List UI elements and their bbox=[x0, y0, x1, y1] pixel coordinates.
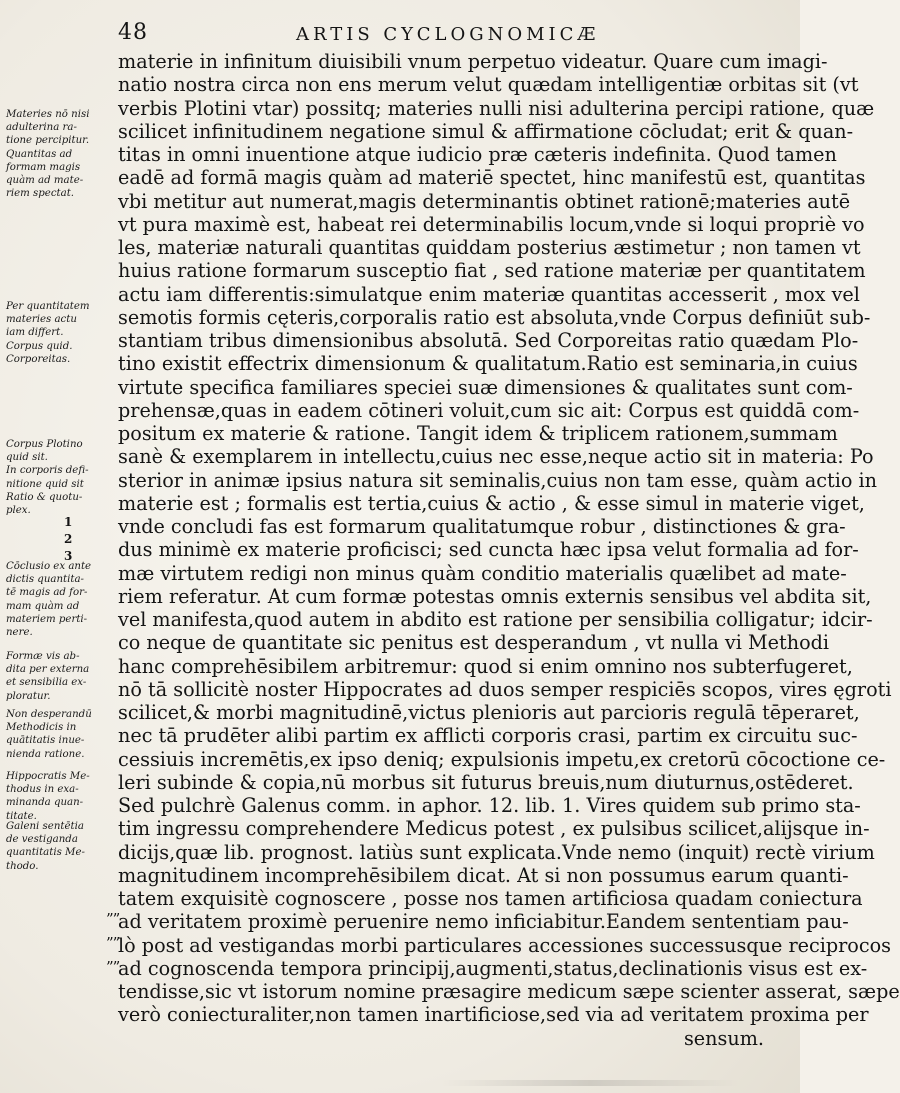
running-head: ARTIS CYCLOGNOMICÆ bbox=[296, 24, 600, 45]
text-line: lò post ad vestigandas morbi particulares accessiones successusque reciprocos bbox=[118, 933, 891, 957]
margin-quote-mark: ”” bbox=[106, 934, 120, 952]
margin-note-line: mam quàm ad bbox=[6, 600, 80, 612]
text-line: materie in infinitum diuisibili vnum perpetuo videatur. Quare cum imagi- bbox=[118, 50, 828, 73]
text-line: nō tā sollicitè noster Hippocrates ad duos semper respiciēs scopos, vires ęgroti bbox=[118, 677, 892, 701]
margin-numeral: 2 bbox=[64, 532, 73, 546]
margin-note-line: tē magis ad for- bbox=[6, 587, 88, 599]
margin-note-line: dita per externa bbox=[6, 664, 90, 676]
text-line: sensum. bbox=[683, 1026, 764, 1050]
text-line: prehensæ,quas in eadem cōtineri voluit,cum sic ait: Corpus est quiddā com- bbox=[118, 398, 860, 422]
text-line: vnde concludi fas est formarum qualitatumque robur , distinctiones & gra- bbox=[118, 515, 846, 538]
margin-note-line: Per quantitatem bbox=[6, 301, 90, 312]
margin-note-line: thodus in exa- bbox=[6, 784, 79, 796]
margin-note-materies bbox=[6, 108, 114, 200]
text-line: actu iam differentis:simulatque enim materiæ quantitas accesserit , mox vel bbox=[118, 282, 860, 306]
margin-numeral: 1 bbox=[64, 515, 73, 529]
margin-note-line: quàm ad mate- bbox=[6, 175, 84, 187]
margin-note-line: thodo. bbox=[6, 860, 39, 872]
text-line: eadē ad formā magis quàm ad materiē spectet, hinc manifestū est, quantitas bbox=[118, 166, 866, 190]
text-line: hanc comprehēsibilem arbitremur: quod si enim omnino nos subterfugeret, bbox=[118, 654, 853, 678]
text-line: materie est ; formalis est tertia,cuius & actio , & esse simul in materie viget, bbox=[118, 491, 865, 515]
margin-note-line: minanda quan- bbox=[6, 797, 84, 809]
margin-note-line: Cōclusio ex ante bbox=[6, 561, 92, 572]
margin-note-per-quantitatem bbox=[6, 300, 114, 366]
page-number: 48 bbox=[118, 20, 148, 45]
text-line: verò coniecturaliter,non tamen inartificiose,sed via ad veritatem proxima per bbox=[118, 1003, 869, 1027]
text-line: cessiuis incremētis,ex ipso deniq; expulsionis impetu,ex cretorū cōcoctione ce- bbox=[118, 747, 886, 771]
text-line: tim ingressu comprehendere Medicus potest , ex pulsibus scilicet,alijsque in- bbox=[118, 817, 870, 841]
main-text bbox=[118, 50, 900, 1050]
text-line: tendisse,sic vt istorum nomine præsagire medicum sæpe scienter asserat, sæpe bbox=[118, 980, 900, 1003]
margin-note-line: et sensibilia ex- bbox=[6, 677, 87, 689]
text-line: mæ virtutem redigi non minus quàm conditio materialis quælibet ad mate- bbox=[118, 561, 847, 585]
text-line: vel manifesta,quod autem in abdito est ratione per sensibilia colligatur; idcir- bbox=[118, 608, 873, 631]
margin-note-line: Hippocratis Me- bbox=[6, 771, 90, 782]
margin-note-corpus-plotino bbox=[6, 438, 114, 517]
text-line: riem referatur. At cum formæ potestas omnis externis sensibus vel abdita sit, bbox=[118, 584, 872, 608]
margin-note-formae bbox=[6, 650, 114, 703]
margin-note-line: tione percipitur. bbox=[6, 135, 90, 147]
text-line: scilicet,& morbi magnitudinē,victus plenioris aut parcioris regulā tēperaret, bbox=[118, 701, 860, 724]
margin-note-line: quantitatis Me- bbox=[6, 847, 85, 859]
text-line: sanè & exemplarem in intellectu,cuius nec esse,neque actio sit in materia: Po bbox=[118, 445, 874, 469]
text-line: positum ex materie & ratione. Tangit idem & triplicem rationem,summam bbox=[118, 422, 838, 445]
page-edge-shadow bbox=[440, 1080, 740, 1086]
text-line: Sed pulchrè Galenus comm. in aphor. 12. lib. 1. Vires quidem sub primo sta- bbox=[118, 794, 861, 817]
text-line: titas in omni inuentione atque iudicio præ cæteris indefinita. Quod tamen bbox=[118, 143, 837, 166]
margin-note-line: materies actu bbox=[6, 314, 77, 326]
margin-note-hippocratis bbox=[6, 770, 114, 823]
margin-note-line: Formæ vis ab- bbox=[6, 651, 80, 662]
text-line: nec tā prudēter alibi partim ex afflicti corporis crasi, partim ex circuitu suc- bbox=[118, 724, 858, 748]
margin-note-line: Corporeitas. bbox=[6, 353, 71, 365]
margin-note-line: nere. bbox=[6, 627, 33, 639]
margin-note-line: ploratur. bbox=[6, 690, 51, 702]
text-line: leri subinde & copia,nū morbus sit futurus breuis,num diuturnus,ostēderet. bbox=[118, 770, 854, 794]
margin-note-line: titate. bbox=[6, 810, 37, 822]
margin-quote-mark: ”” bbox=[106, 958, 120, 976]
margin-note-line: Galeni sentētia bbox=[6, 821, 84, 832]
margin-note-line: de vestiganda bbox=[6, 834, 78, 846]
text-line: vbi metitur aut numerat,magis determinantis obtinet rationē;materies autē bbox=[118, 189, 851, 213]
text-line: magnitudinem incomprehēsibilem dicat. At si non possumus earum quanti- bbox=[118, 863, 849, 887]
margin-note-non-desperandum bbox=[6, 708, 114, 761]
text-line: tino existit effectrix dimensionum & qualitatum.Ratio est seminaria,in cuius bbox=[118, 352, 858, 376]
margin-note-line: materiem perti- bbox=[6, 613, 88, 625]
margin-note-line: iam differt. bbox=[6, 327, 64, 339]
text-line: vt pura maximè est, habeat rei determinabilis locum,vnde si loqui propriè vo bbox=[118, 212, 865, 236]
margin-note-line: plex. bbox=[6, 505, 31, 517]
text-line: semotis formis cęteris,corporalis ratio est absoluta,vnde Corpus definiūt sub- bbox=[118, 305, 871, 329]
margin-note-line: Materies nō nisi bbox=[6, 109, 90, 120]
text-line: natio nostra circa non ens merum velut quædam intelligentiæ orbitas sit (vt bbox=[118, 73, 859, 97]
margin-numeral: 3 bbox=[64, 549, 73, 563]
margin-note-line: nitione quid sit bbox=[6, 478, 84, 490]
text-line: ad veritatem proximè peruenire nemo inficiabitur.Eandem sententiam pau- bbox=[118, 910, 849, 934]
text-line: scilicet infinitudinem negatione simul & affirmatione cōcludat; erit & quan- bbox=[118, 119, 854, 143]
margin-note-line: dictis quantita- bbox=[6, 574, 84, 586]
text-line: stantiam tribus dimensionibus absolutā. Sed Corporeitas ratio quædam Plo- bbox=[118, 329, 859, 352]
text-line: sterior in animæ ipsius natura sit seminalis,cuius non tam esse, quàm actio in bbox=[118, 468, 878, 492]
margin-note-line: Corpus Plotino bbox=[6, 439, 83, 450]
margin-note-conclusio bbox=[6, 560, 114, 639]
text-line: tatem exquisitè cognoscere , posse nos tamen artificiosa quadam coniectura bbox=[118, 887, 863, 910]
margin-note-line: riem spectat. bbox=[6, 188, 75, 200]
text-line: ad cognoscenda tempora principij,augmenti,status,declinationis visus est ex- bbox=[118, 956, 868, 980]
text-line: les, materiæ naturali quantitas quiddam posterius æstimetur ; non tamen vt bbox=[118, 236, 861, 259]
margin-note-line: nienda ratione. bbox=[6, 748, 85, 760]
text-line: dus minimè ex materie proficisci; sed cuncta hæc ipsa velut formalia ad for- bbox=[118, 538, 859, 562]
text-line: verbis Plotini vtar) possitq; materies nulli nisi adulterina percipi ratione, quæ bbox=[118, 96, 875, 120]
margin-note-line: Corpus quid. bbox=[6, 340, 73, 352]
page-header bbox=[118, 14, 768, 54]
text-line: dicijs,quæ lib. prognost. latiùs sunt explicata.Vnde nemo (inquit) rectè virium bbox=[118, 840, 875, 864]
margin-note-galeni bbox=[6, 820, 114, 873]
text-line: virtute specifica familiares speciei suæ dimensiones & qualitates sunt com- bbox=[118, 375, 853, 399]
margin-note-line: formam magis bbox=[6, 161, 81, 173]
margin-note-line: Ratio & quotu- bbox=[6, 491, 83, 503]
text-line: co neque de quantitate sic penitus est desperandum , vt nulla vi Methodi bbox=[118, 631, 830, 655]
text-line: huius ratione formarum susceptio fiat , sed ratione materiæ per quantitatem bbox=[118, 259, 866, 283]
margin-note-line: In corporis defi- bbox=[6, 465, 89, 477]
margin-note-line: quātitatis inue- bbox=[6, 735, 85, 747]
margin-note-line: Methodicis in bbox=[6, 722, 77, 734]
margin-note-line: Non desperandū bbox=[6, 709, 92, 720]
margin-note-line: adulterina ra- bbox=[6, 122, 77, 134]
margin-note-line: Quantitas ad bbox=[6, 148, 73, 160]
margin-note-line: quid sit. bbox=[6, 452, 48, 464]
margin-quote-mark: ”” bbox=[106, 910, 120, 928]
